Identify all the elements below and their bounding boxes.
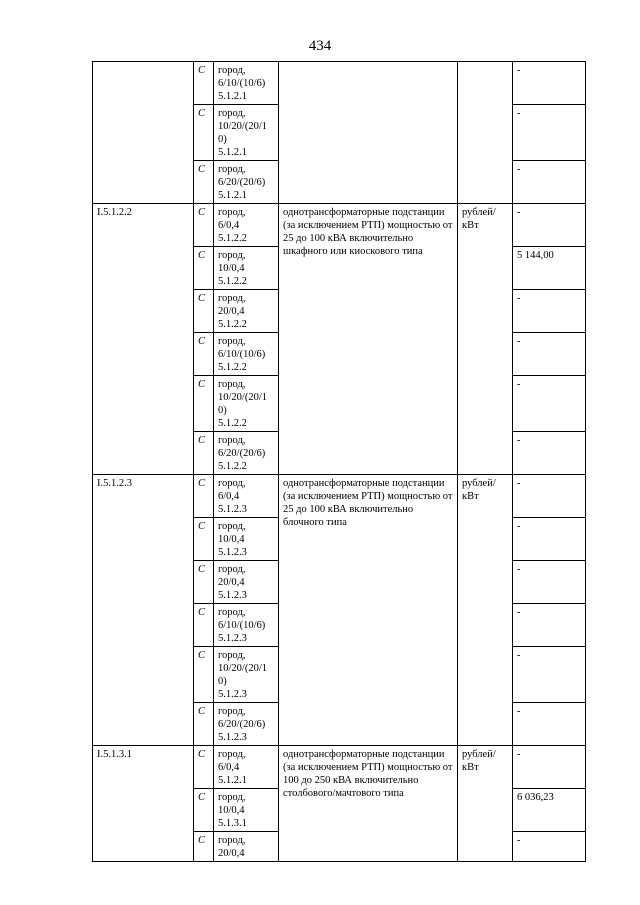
city-voltage-cell: город, 10/0,4 5.1.2.3 [214, 518, 279, 561]
table-row [93, 62, 586, 105]
rate-value-cell: - [513, 604, 586, 647]
city-voltage-cell: город, 10/0,4 5.1.3.1 [214, 789, 279, 832]
rate-value-cell: - [513, 561, 586, 604]
city-voltage-cell: город, 6/0,4 5.1.2.2 [214, 204, 279, 247]
tariff-code-cell: I.5.1.3.1 [93, 746, 194, 862]
category-letter-cell: С [194, 333, 214, 376]
category-letter-cell: С [194, 290, 214, 333]
city-voltage-cell: город, 20/0,4 [214, 832, 279, 862]
description-cell: однотрансформаторные подстанции (за исключением РТП) мощностью от 25 до 100 кВА включительно блочного типа [279, 475, 458, 746]
city-voltage-cell: город, 20/0,4 5.1.2.2 [214, 290, 279, 333]
tariff-table [92, 61, 586, 862]
category-letter-cell: С [194, 832, 214, 862]
description-cell: однотрансформаторные подстанции (за исключением РТП) мощностью от 100 до 250 кВА включительно столбового/мачтового типа [279, 746, 458, 862]
tariff-code-cell [93, 62, 194, 204]
category-letter-cell: С [194, 105, 214, 161]
rate-value-cell: - [513, 518, 586, 561]
rate-value-cell: - [513, 290, 586, 333]
category-letter-cell: С [194, 561, 214, 604]
category-letter-cell: С [194, 475, 214, 518]
page-number: 434 [308, 38, 332, 54]
city-voltage-cell: город, 6/20/(20/6) 5.1.2.1 [214, 161, 279, 204]
category-letter-cell: С [194, 746, 214, 789]
rate-value-cell: - [513, 746, 586, 789]
rate-value-cell: - [513, 333, 586, 376]
category-letter-cell: С [194, 789, 214, 832]
unit-cell [458, 62, 513, 204]
category-letter-cell: С [194, 161, 214, 204]
city-voltage-cell: город, 10/20/(20/1 0) 5.1.2.2 [214, 376, 279, 432]
city-voltage-cell: город, 6/10/(10/6) 5.1.2.1 [214, 62, 279, 105]
tariff-code-cell: I.5.1.2.3 [93, 475, 194, 746]
unit-cell: рублей/ кВт [458, 475, 513, 746]
table-row [93, 475, 586, 518]
city-voltage-cell: город, 6/10/(10/6) 5.1.2.2 [214, 333, 279, 376]
description-cell [279, 62, 458, 204]
rate-value-cell: 5 144,00 [513, 247, 586, 290]
city-voltage-cell: город, 6/0,4 5.1.2.1 [214, 746, 279, 789]
rate-value-cell: 6 036,23 [513, 789, 586, 832]
category-letter-cell: С [194, 647, 214, 703]
category-letter-cell: С [194, 518, 214, 561]
rate-value-cell: - [513, 475, 586, 518]
rate-value-cell: - [513, 432, 586, 475]
city-voltage-cell: город, 6/20/(20/6) 5.1.2.2 [214, 432, 279, 475]
rate-value-cell: - [513, 832, 586, 862]
city-voltage-cell: город, 10/20/(20/1 0) 5.1.2.3 [214, 647, 279, 703]
tariff-code-cell: I.5.1.2.2 [93, 204, 194, 475]
table-row [93, 204, 586, 247]
city-voltage-cell: город, 6/20/(20/6) 5.1.2.3 [214, 703, 279, 746]
city-voltage-cell: город, 20/0,4 5.1.2.3 [214, 561, 279, 604]
category-letter-cell: С [194, 376, 214, 432]
table-row [93, 746, 586, 789]
city-voltage-cell: город, 10/0,4 5.1.2.2 [214, 247, 279, 290]
category-letter-cell: С [194, 604, 214, 647]
rate-value-cell: - [513, 703, 586, 746]
category-letter-cell: С [194, 62, 214, 105]
category-letter-cell: С [194, 204, 214, 247]
tariff-table-body [93, 62, 586, 862]
rate-value-cell: - [513, 105, 586, 161]
description-cell: однотрансформаторные подстанции (за исключением РТП) мощностью от 25 до 100 кВА включительно шкафного или киоскового типа [279, 204, 458, 475]
rate-value-cell: - [513, 376, 586, 432]
rate-value-cell: - [513, 62, 586, 105]
city-voltage-cell: город, 6/0,4 5.1.2.3 [214, 475, 279, 518]
category-letter-cell: С [194, 703, 214, 746]
category-letter-cell: С [194, 432, 214, 475]
rate-value-cell: - [513, 204, 586, 247]
city-voltage-cell: город, 10/20/(20/1 0) 5.1.2.1 [214, 105, 279, 161]
unit-cell: рублей/ кВт [458, 746, 513, 862]
rate-value-cell: - [513, 161, 586, 204]
category-letter-cell: С [194, 247, 214, 290]
unit-cell: рублей/ кВт [458, 204, 513, 475]
city-voltage-cell: город, 6/10/(10/6) 5.1.2.3 [214, 604, 279, 647]
rate-value-cell: - [513, 647, 586, 703]
